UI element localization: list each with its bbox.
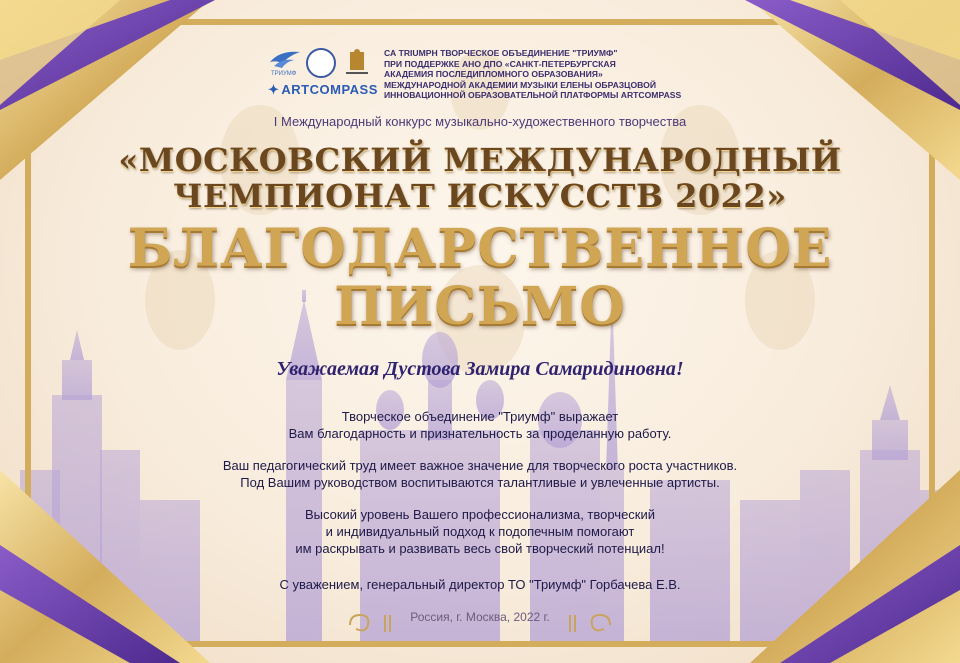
- paragraph-line: Высокий уровень Вашего профессионализма, творческий: [304, 507, 656, 522]
- organizer-line: ПРИ ПОДДЕРЖКЕ АНО ДПО «САНКТ-ПЕТЕРБУРГСКАЯ: [384, 58, 616, 69]
- paragraph-line: и индивидуальный подход к подопечным помогают: [325, 524, 635, 539]
- organizer-line: МЕЖДУНАРОДНОЙ АКАДЕМИИ МУЗЫКИ ЕЛЕНЫ ОБРАЗЦОВОЙ: [384, 79, 656, 90]
- event-title: [0, 142, 960, 214]
- paragraph: [0, 506, 960, 557]
- triumph-logo-icon: [268, 48, 302, 76]
- compass-icon: ✦: [268, 82, 280, 97]
- event-title-line: «МОСКОВСКИЙ МЕЖДУНАРОДНЫЙ: [118, 141, 842, 179]
- paragraph: [0, 457, 960, 491]
- paragraph-line: Творческое объединение "Триумф" выражает: [341, 409, 619, 424]
- organizer-line: ИННОВАЦИОННОЙ ОБРАЗОВАТЕЛЬНОЙ ПЛАТФОРМЫ ARTCOMPASS: [384, 90, 682, 100]
- paragraph-line: Под Вашим руководством воспитываются талантливые и увлеченные артисты.: [240, 475, 720, 490]
- paragraph: [0, 408, 960, 442]
- music-academy-logo-icon: [344, 48, 370, 78]
- document-title: [0, 220, 960, 336]
- addressee: Уважаемая Дустова Замира Самаридиновна!: [276, 358, 684, 380]
- artcompass-logo: ✦ ARTCOMPASS: [268, 82, 378, 97]
- document-title-line: ПИСЬМО: [334, 276, 626, 337]
- signature-line: С уважением, генеральный директор ТО "Триумф" Горбачева Е.В.: [279, 577, 681, 592]
- letter-body: [0, 408, 960, 572]
- place-date: Россия, г. Москва, 2022 г.: [410, 610, 550, 624]
- organizer-line: АКАДЕМИЯ ПОСЛЕДИПЛОМНОГО ОБРАЗОВАНИЯ»: [384, 69, 603, 79]
- paragraph-line: Ваш педагогический труд имеет важное значение для творческого роста участников.: [222, 458, 738, 473]
- organizers-block: [384, 48, 724, 101]
- paragraph-line: Вам благодарность и признательность за проделанную работу.: [288, 426, 672, 441]
- contest-subtitle: I Международный конкурс музыкально-художественного творчества: [273, 114, 687, 129]
- svg-text:ТРИУМФ: ТРИУМФ: [271, 71, 297, 76]
- organizer-line: СА TRIUMPH ТВОРЧЕСКОЕ ОБЪЕДИНЕНИЕ "ТРИУМФ": [384, 48, 618, 58]
- paragraph-line: им раскрывать и развивать весь свой творческий потенциал!: [295, 541, 665, 556]
- document-title-line: БЛАГОДАРСТВЕННОЕ: [127, 218, 833, 279]
- logo-group: [264, 48, 376, 100]
- event-title-line: ЧЕМПИОНАТ ИСКУССТВ 2022»: [173, 177, 787, 215]
- academy-seal-icon: [306, 48, 336, 78]
